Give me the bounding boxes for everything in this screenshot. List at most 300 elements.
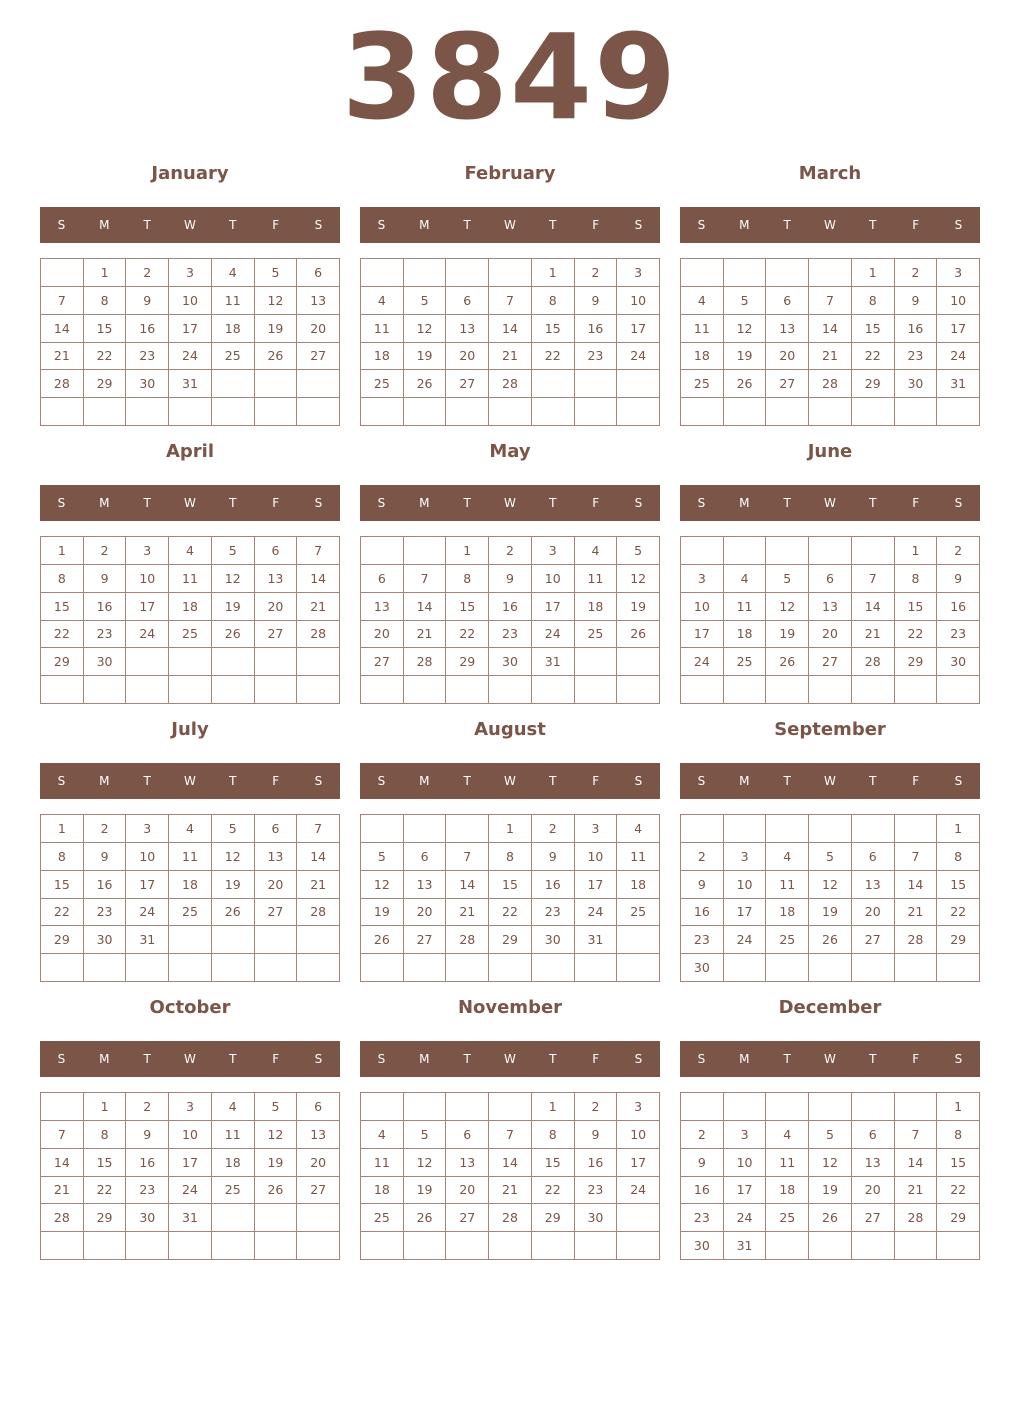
empty-cell (575, 954, 618, 982)
weekday-label: T (143, 496, 151, 510)
day-cell: 1 (852, 259, 895, 287)
empty-cell (852, 954, 895, 982)
month-september (680, 714, 980, 992)
day-cell: 12 (766, 593, 809, 621)
day-cell: 11 (766, 871, 809, 899)
empty-cell (724, 259, 767, 287)
weekday-label: M (99, 496, 110, 510)
day-cell: 26 (212, 899, 255, 927)
day-cell: 24 (169, 1177, 212, 1205)
day-grid (40, 536, 340, 704)
empty-cell (809, 1093, 852, 1121)
empty-cell (297, 648, 340, 676)
weekday-label: W (184, 1052, 196, 1066)
day-cell: 22 (937, 1177, 980, 1205)
day-cell: 29 (41, 648, 84, 676)
day-cell: 23 (681, 926, 724, 954)
day-cell: 26 (404, 370, 447, 398)
day-cell: 4 (681, 287, 724, 315)
day-cell: 13 (809, 593, 852, 621)
day-cell: 10 (169, 1121, 212, 1149)
empty-cell (681, 259, 724, 287)
empty-cell (575, 676, 618, 704)
empty-cell (617, 1204, 660, 1232)
day-cell: 21 (895, 1177, 938, 1205)
day-cell: 7 (895, 843, 938, 871)
day-cell: 11 (212, 287, 255, 315)
day-cell: 17 (937, 315, 980, 343)
weekday-header (40, 1041, 340, 1077)
empty-cell (255, 370, 298, 398)
day-cell: 7 (852, 565, 895, 593)
day-cell: 2 (126, 259, 169, 287)
empty-cell (489, 1093, 532, 1121)
day-cell: 1 (84, 259, 127, 287)
day-cell: 21 (446, 899, 489, 927)
empty-cell (404, 1093, 447, 1121)
weekday-header (680, 207, 980, 243)
day-cell: 29 (532, 1204, 575, 1232)
empty-cell (361, 815, 404, 843)
day-cell: 10 (575, 843, 618, 871)
day-cell: 3 (937, 259, 980, 287)
empty-cell (489, 259, 532, 287)
day-cell: 28 (895, 1204, 938, 1232)
day-cell: 16 (489, 593, 532, 621)
day-cell: 16 (532, 871, 575, 899)
empty-cell (532, 398, 575, 426)
day-grid (40, 814, 340, 982)
day-cell: 21 (297, 593, 340, 621)
empty-cell (617, 1232, 660, 1260)
weekday-label: F (272, 1052, 280, 1066)
day-cell: 7 (404, 565, 447, 593)
empty-cell (404, 259, 447, 287)
empty-cell (766, 259, 809, 287)
day-cell: 9 (489, 565, 532, 593)
empty-cell (169, 926, 212, 954)
day-cell: 14 (809, 315, 852, 343)
weekday-label: W (504, 218, 516, 232)
day-cell: 18 (169, 593, 212, 621)
day-cell: 14 (852, 593, 895, 621)
empty-cell (617, 648, 660, 676)
empty-cell (446, 815, 489, 843)
day-cell: 13 (852, 1149, 895, 1177)
month-name: September (774, 719, 886, 740)
day-cell: 5 (809, 1121, 852, 1149)
day-cell: 23 (84, 899, 127, 927)
day-cell: 20 (361, 621, 404, 649)
day-cell: 1 (532, 1093, 575, 1121)
weekday-header (680, 763, 980, 799)
day-cell: 29 (937, 926, 980, 954)
day-cell: 15 (532, 315, 575, 343)
empty-cell (852, 537, 895, 565)
weekday-label: S (634, 218, 643, 232)
day-cell: 3 (532, 537, 575, 565)
day-cell: 8 (532, 1121, 575, 1149)
day-cell: 14 (297, 843, 340, 871)
empty-cell (41, 1232, 84, 1260)
day-cell: 28 (895, 926, 938, 954)
empty-cell (126, 954, 169, 982)
day-cell: 26 (809, 926, 852, 954)
day-cell: 29 (852, 370, 895, 398)
day-cell: 13 (255, 843, 298, 871)
weekday-label: S (314, 774, 323, 788)
day-cell: 11 (169, 565, 212, 593)
day-cell: 8 (41, 565, 84, 593)
day-cell: 20 (404, 899, 447, 927)
day-cell: 1 (446, 537, 489, 565)
empty-cell (617, 926, 660, 954)
day-cell: 4 (169, 537, 212, 565)
day-cell: 8 (937, 843, 980, 871)
day-cell: 11 (724, 593, 767, 621)
day-cell: 12 (212, 843, 255, 871)
empty-cell (809, 259, 852, 287)
empty-cell (212, 370, 255, 398)
empty-cell (766, 1093, 809, 1121)
weekday-label: T (549, 774, 557, 788)
empty-cell (361, 1232, 404, 1260)
day-cell: 2 (489, 537, 532, 565)
day-cell: 16 (575, 315, 618, 343)
day-cell: 24 (724, 926, 767, 954)
day-cell: 26 (617, 621, 660, 649)
day-cell: 26 (255, 343, 298, 371)
day-cell: 4 (361, 287, 404, 315)
day-cell: 27 (852, 1204, 895, 1232)
day-cell: 18 (361, 343, 404, 371)
empty-cell (489, 1232, 532, 1260)
weekday-label: W (504, 774, 516, 788)
weekday-label: T (143, 218, 151, 232)
day-cell: 9 (532, 843, 575, 871)
day-cell: 29 (446, 648, 489, 676)
empty-cell (361, 954, 404, 982)
day-cell: 3 (724, 1121, 767, 1149)
empty-cell (809, 537, 852, 565)
weekday-label: W (824, 774, 836, 788)
weekday-label: T (549, 496, 557, 510)
day-cell: 30 (681, 954, 724, 982)
day-cell: 8 (532, 287, 575, 315)
day-cell: 5 (404, 287, 447, 315)
day-cell: 5 (766, 565, 809, 593)
empty-cell (852, 815, 895, 843)
day-cell: 19 (404, 1177, 447, 1205)
day-cell: 6 (255, 815, 298, 843)
day-cell: 16 (84, 871, 127, 899)
day-cell: 8 (446, 565, 489, 593)
weekday-label: W (824, 496, 836, 510)
day-cell: 3 (575, 815, 618, 843)
day-cell: 13 (446, 315, 489, 343)
empty-cell (575, 648, 618, 676)
day-cell: 19 (809, 1177, 852, 1205)
weekday-header (680, 485, 980, 521)
day-grid (360, 814, 660, 982)
day-grid (680, 536, 980, 704)
day-cell: 23 (681, 1204, 724, 1232)
weekday-label: W (184, 774, 196, 788)
weekday-label: M (419, 496, 430, 510)
day-cell: 1 (41, 815, 84, 843)
empty-cell (852, 398, 895, 426)
day-cell: 8 (41, 843, 84, 871)
day-cell: 16 (126, 1149, 169, 1177)
empty-cell (532, 1232, 575, 1260)
day-cell: 14 (895, 1149, 938, 1177)
weekday-label: M (739, 496, 750, 510)
month-june (680, 436, 980, 714)
day-cell: 22 (532, 343, 575, 371)
day-cell: 10 (617, 1121, 660, 1149)
weekday-label: S (634, 774, 643, 788)
day-cell: 30 (681, 1232, 724, 1260)
weekday-label: W (184, 218, 196, 232)
day-cell: 6 (297, 259, 340, 287)
day-cell: 25 (361, 370, 404, 398)
empty-cell (724, 815, 767, 843)
month-name: May (489, 441, 531, 462)
day-cell: 24 (724, 1204, 767, 1232)
empty-cell (489, 676, 532, 704)
day-cell: 28 (41, 370, 84, 398)
weekday-label: S (57, 218, 66, 232)
day-cell: 18 (766, 1177, 809, 1205)
weekday-label: S (697, 1052, 706, 1066)
weekday-label: T (549, 1052, 557, 1066)
day-cell: 1 (937, 1093, 980, 1121)
day-cell: 22 (895, 621, 938, 649)
empty-cell (126, 1232, 169, 1260)
empty-cell (446, 398, 489, 426)
day-cell: 9 (575, 287, 618, 315)
weekday-label: F (912, 496, 920, 510)
empty-cell (212, 954, 255, 982)
day-cell: 28 (446, 926, 489, 954)
day-cell: 19 (617, 593, 660, 621)
day-cell: 8 (852, 287, 895, 315)
day-cell: 19 (361, 899, 404, 927)
day-cell: 3 (169, 259, 212, 287)
day-cell: 2 (681, 843, 724, 871)
day-cell: 19 (212, 871, 255, 899)
weekday-label: T (229, 218, 237, 232)
day-cell: 17 (169, 1149, 212, 1177)
weekday-label: F (912, 774, 920, 788)
day-cell: 7 (489, 287, 532, 315)
month-december (680, 992, 980, 1270)
weekday-header (360, 207, 660, 243)
weekday-label: F (272, 496, 280, 510)
day-cell: 31 (532, 648, 575, 676)
month-january (40, 158, 340, 436)
day-cell: 21 (41, 343, 84, 371)
day-cell: 27 (361, 648, 404, 676)
empty-cell (809, 398, 852, 426)
day-cell: 12 (809, 871, 852, 899)
empty-cell (724, 954, 767, 982)
empty-cell (169, 954, 212, 982)
day-cell: 31 (169, 1204, 212, 1232)
empty-cell (809, 676, 852, 704)
day-grid (40, 1092, 340, 1260)
weekday-label: T (463, 1052, 471, 1066)
day-cell: 18 (361, 1177, 404, 1205)
empty-cell (297, 370, 340, 398)
month-may (360, 436, 660, 714)
day-cell: 2 (84, 815, 127, 843)
weekday-label: T (783, 496, 791, 510)
empty-cell (255, 1204, 298, 1232)
empty-cell (169, 676, 212, 704)
day-cell: 10 (724, 1149, 767, 1177)
day-cell: 18 (681, 343, 724, 371)
day-cell: 22 (84, 343, 127, 371)
empty-cell (575, 370, 618, 398)
day-cell: 9 (681, 1149, 724, 1177)
day-cell: 21 (895, 899, 938, 927)
day-cell: 9 (126, 1121, 169, 1149)
weekday-label: T (463, 496, 471, 510)
day-cell: 2 (126, 1093, 169, 1121)
day-cell: 6 (297, 1093, 340, 1121)
month-name: June (807, 441, 853, 462)
day-cell: 16 (84, 593, 127, 621)
day-cell: 25 (575, 621, 618, 649)
empty-cell (255, 926, 298, 954)
weekday-label: T (463, 218, 471, 232)
day-cell: 10 (532, 565, 575, 593)
day-cell: 17 (126, 593, 169, 621)
day-cell: 27 (297, 1177, 340, 1205)
empty-cell (681, 398, 724, 426)
empty-cell (809, 1232, 852, 1260)
day-cell: 16 (575, 1149, 618, 1177)
day-cell: 23 (895, 343, 938, 371)
day-cell: 30 (895, 370, 938, 398)
day-cell: 21 (809, 343, 852, 371)
day-cell: 13 (852, 871, 895, 899)
weekday-label: T (869, 496, 877, 510)
day-cell: 6 (766, 287, 809, 315)
month-july (40, 714, 340, 992)
day-cell: 30 (489, 648, 532, 676)
day-cell: 12 (255, 1121, 298, 1149)
empty-cell (852, 1093, 895, 1121)
empty-cell (404, 815, 447, 843)
empty-cell (681, 815, 724, 843)
empty-cell (895, 1232, 938, 1260)
weekday-label: T (143, 774, 151, 788)
day-cell: 6 (361, 565, 404, 593)
day-cell: 26 (809, 1204, 852, 1232)
empty-cell (724, 676, 767, 704)
weekday-header (360, 485, 660, 521)
day-cell: 9 (84, 565, 127, 593)
day-cell: 10 (617, 287, 660, 315)
day-cell: 14 (41, 315, 84, 343)
day-cell: 4 (724, 565, 767, 593)
day-cell: 1 (532, 259, 575, 287)
day-cell: 18 (617, 871, 660, 899)
day-cell: 12 (724, 315, 767, 343)
day-cell: 18 (575, 593, 618, 621)
day-cell: 3 (126, 815, 169, 843)
day-cell: 24 (126, 621, 169, 649)
day-cell: 12 (212, 565, 255, 593)
day-cell: 6 (446, 1121, 489, 1149)
day-cell: 25 (766, 926, 809, 954)
empty-cell (361, 1093, 404, 1121)
day-cell: 3 (724, 843, 767, 871)
empty-cell (852, 676, 895, 704)
empty-cell (41, 259, 84, 287)
day-cell: 20 (255, 871, 298, 899)
day-cell: 20 (255, 593, 298, 621)
day-cell: 23 (126, 343, 169, 371)
day-cell: 25 (212, 343, 255, 371)
day-grid (360, 536, 660, 704)
day-cell: 21 (404, 621, 447, 649)
months-grid (40, 158, 980, 1270)
empty-cell (255, 676, 298, 704)
weekday-label: S (314, 1052, 323, 1066)
day-cell: 1 (41, 537, 84, 565)
day-cell: 14 (895, 871, 938, 899)
day-cell: 26 (404, 1204, 447, 1232)
day-cell: 2 (681, 1121, 724, 1149)
weekday-label: W (824, 1052, 836, 1066)
month-august (360, 714, 660, 992)
empty-cell (895, 398, 938, 426)
day-cell: 14 (446, 871, 489, 899)
day-cell: 29 (84, 1204, 127, 1232)
day-cell: 15 (532, 1149, 575, 1177)
weekday-label: W (184, 496, 196, 510)
day-cell: 3 (126, 537, 169, 565)
empty-cell (617, 398, 660, 426)
day-cell: 28 (489, 1204, 532, 1232)
weekday-label: S (57, 496, 66, 510)
weekday-label: M (419, 218, 430, 232)
day-cell: 5 (617, 537, 660, 565)
day-cell: 20 (446, 343, 489, 371)
empty-cell (681, 537, 724, 565)
day-cell: 17 (681, 621, 724, 649)
day-cell: 13 (297, 1121, 340, 1149)
day-cell: 15 (41, 871, 84, 899)
weekday-label: F (912, 1052, 920, 1066)
day-cell: 12 (255, 287, 298, 315)
empty-cell (489, 954, 532, 982)
day-cell: 28 (852, 648, 895, 676)
empty-cell (404, 398, 447, 426)
weekday-label: S (314, 218, 323, 232)
empty-cell (937, 1232, 980, 1260)
empty-cell (766, 815, 809, 843)
empty-cell (446, 1232, 489, 1260)
day-cell: 17 (126, 871, 169, 899)
day-grid (360, 258, 660, 426)
day-cell: 31 (575, 926, 618, 954)
day-cell: 6 (809, 565, 852, 593)
day-cell: 13 (297, 287, 340, 315)
